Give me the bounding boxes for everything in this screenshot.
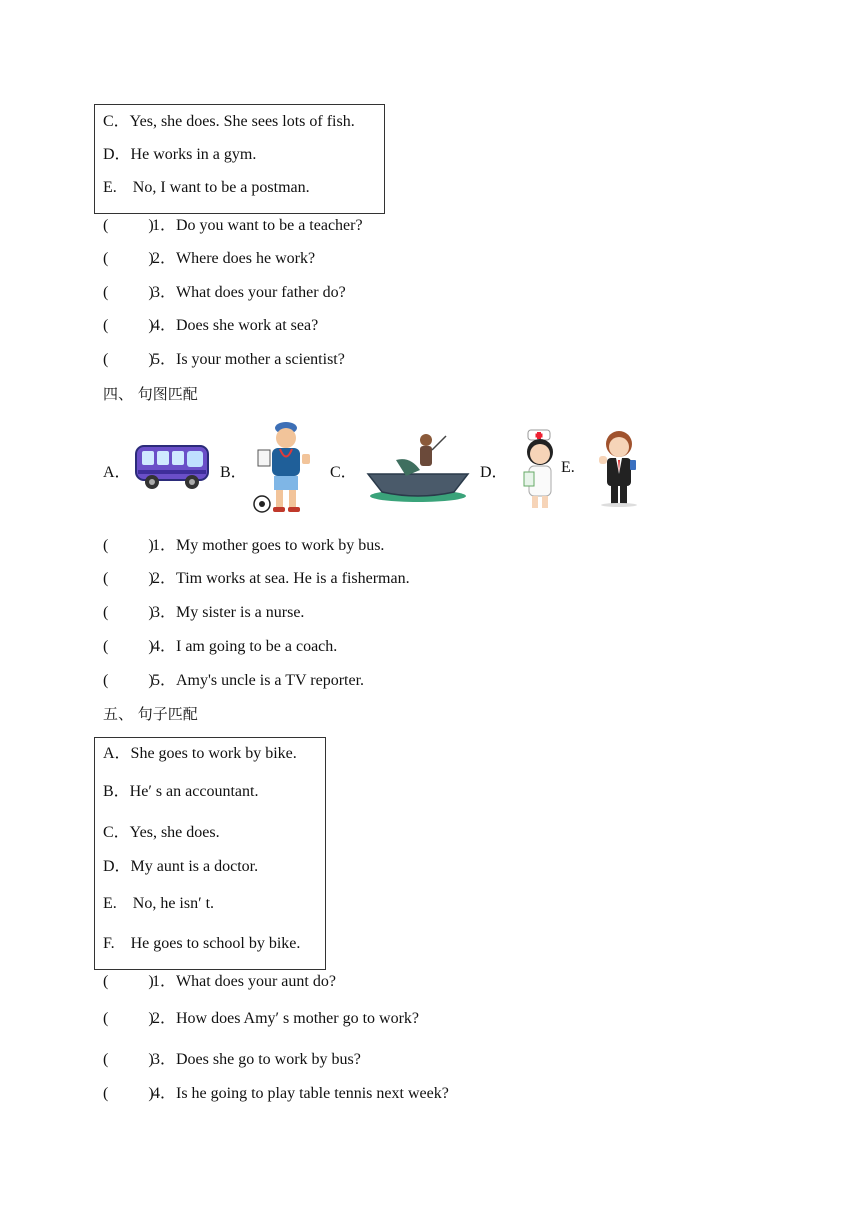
answer-blank[interactable]: ( ) [103,250,154,267]
answer-blank[interactable]: ( ) [103,570,154,587]
picture-label-d: D． [480,464,508,481]
bus-icon [132,440,212,492]
question-text: 3．My sister is a nurse. [152,604,305,621]
answer-blank[interactable]: ( ) [103,638,154,655]
answer-blank[interactable]: ( ) [103,351,154,368]
answer-blank[interactable]: ( ) [103,317,154,334]
answer-blank[interactable]: ( ) [103,217,154,234]
section4-heading: 四、 句图匹配 [103,385,198,403]
option-c: C．Yes, she does. She sees lots of fish. [103,113,355,130]
answer-blank[interactable]: ( ) [103,973,154,990]
option-c: C．Yes, she does. [103,824,220,841]
question-text: 2．Tim works at sea. He is a fisherman. [152,570,410,587]
question-text: 5．Is your mother a scientist? [152,351,345,368]
question-text: 4．Is he going to play table tennis next week? [152,1085,449,1102]
question-text: 4．I am going to be a coach. [152,638,338,655]
option-e: E. No, he isn′ t. [103,895,215,912]
answer-blank[interactable]: ( ) [103,1051,154,1068]
coach-icon [250,420,322,516]
option-a: A．She goes to work by bike. [103,745,297,762]
answer-blank[interactable]: ( ) [103,1085,154,1102]
option-d: D．He works in a gym. [103,146,257,163]
option-b: B．He′ s an accountant. [103,783,259,800]
answer-blank[interactable]: ( ) [103,672,154,689]
option-f: F. He goes to school by bike. [103,935,301,952]
answer-blank[interactable]: ( ) [103,604,154,621]
picture-label-e: E. [561,459,575,476]
question-text: 3．What does your father do? [152,284,346,301]
question-text: 2．How does Amy′ s mother go to work? [152,1010,420,1027]
picture-label-b: B． [220,464,247,481]
question-text: 1．Do you want to be a teacher? [152,217,363,234]
question-text: 5．Amy's uncle is a TV reporter. [152,672,365,689]
question-text: 3．Does she go to work by bus? [152,1051,361,1068]
question-text: 1．My mother goes to work by bus. [152,537,385,554]
section5-heading: 五、 句子匹配 [103,705,198,723]
fisherman-icon [366,430,470,504]
picture-label-a: A． [103,464,131,481]
nurse-icon [516,428,564,510]
reporter-icon [594,428,644,508]
picture-label-c: C． [330,464,357,481]
answer-blank[interactable]: ( ) [103,284,154,301]
question-text: 4．Does she work at sea? [152,317,319,334]
question-text: 1．What does your aunt do? [152,973,336,990]
option-d: D．My aunt is a doctor. [103,858,259,875]
answer-blank[interactable]: ( ) [103,537,154,554]
option-e: E. No, I want to be a postman. [103,179,310,196]
answer-blank[interactable]: ( ) [103,1010,154,1027]
question-text: 2．Where does he work? [152,250,316,267]
